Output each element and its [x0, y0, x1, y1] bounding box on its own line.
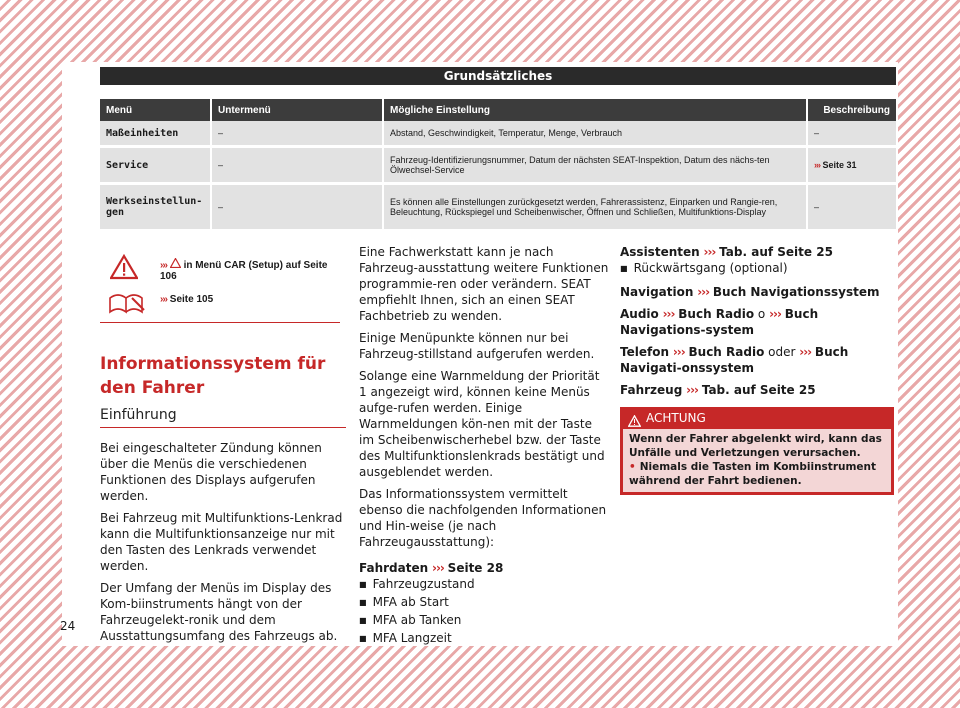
paragraph: Einige Menüpunkte können nur bei Fahrzeug-stillstand aufgerufen werden.	[359, 331, 595, 361]
cell-description: –	[807, 121, 896, 147]
cell-submenu: –	[211, 147, 383, 184]
cell-submenu: –	[211, 121, 383, 147]
cell-description[interactable]	[807, 147, 896, 184]
assistenten-list	[620, 260, 890, 278]
text-column-3	[620, 244, 890, 404]
paragraph: Eine Fachwerkstatt kann je nach Fahrzeug-ausstattung weitere Funktionen programmie-ren oder verändern. SEAT empfiehlt Ihnen, sich an einen SEAT Fachbetrieb zu wenden.	[359, 245, 609, 323]
warning-bullet-item: • Niemals die Tasten im Kombiinstrument während der Fahrt bedienen.	[629, 461, 877, 487]
cell-setting: Fahrzeug-Identifizierungsnummer, Datum der nächsten SEAT-Inspektion, Datum des nächs-ten Ölwechsel-Service	[383, 147, 807, 184]
fahrdaten-list	[359, 576, 609, 648]
list-item: ■ MFA ab Start	[359, 594, 609, 612]
list-item: ■ MFA Langzeit	[359, 630, 609, 648]
paragraph: Bei Fahrzeug mit Multifunktions-Lenkrad kann die Multifunktionsanzeige nur mit den Tasten des Lenkrads verwendet werden.	[100, 511, 343, 573]
col-header-description: Beschreibung	[807, 99, 896, 121]
cell-menu: Maßeinheiten	[100, 121, 211, 147]
col-header-setting: Mögliche Einstellung	[383, 99, 807, 121]
reference-box	[100, 250, 340, 323]
section-title: Informationssystem für den Fahrer	[100, 354, 326, 398]
col-header-menu: Menü	[100, 99, 211, 121]
subtitle-divider	[100, 427, 346, 428]
warning-header: ACHTUNG	[620, 407, 894, 429]
telefon-line[interactable]: Telefon ››› Buch Radio oder ››› Buch Navigati-onssystem	[620, 345, 849, 375]
section-subtitle: Einführung	[100, 407, 177, 423]
cell-menu: Werkseinstellun-gen	[100, 184, 211, 231]
cell-submenu: –	[211, 184, 383, 231]
book-wrench-icon	[108, 292, 148, 319]
reference-line-2[interactable]: ››› Seite 105	[160, 294, 214, 305]
warning-small-icon	[170, 260, 181, 271]
col-header-submenu: Untermenü	[211, 99, 383, 121]
table-header-row	[100, 99, 896, 121]
paragraph: Bei eingeschalteter Zündung können über die Menüs die verschiedenen Funktionen des Displays aufgerufen werden.	[100, 441, 322, 503]
warning-text: Wenn der Fahrer abgelenkt wird, kann das Unfälle und Verletzungen verursachen.	[629, 433, 882, 459]
manual-page	[62, 62, 898, 646]
list-item: ■ Fahrzeugzustand	[359, 576, 609, 594]
cell-description: –	[807, 184, 896, 231]
paragraph: Das Informationssystem vermittelt ebenso die nachfolgenden Informationen und Hin-weise (je nach Fahrzeugausstattung):	[359, 487, 607, 549]
audio-line[interactable]: Audio ››› Buch Radio o ››› Buch Navigations-system	[620, 307, 819, 337]
text-column-1	[100, 440, 352, 650]
warning-triangle-icon	[110, 254, 138, 283]
cell-setting: Abstand, Geschwindigkeit, Temperatur, Menge, Verbrauch	[383, 121, 807, 147]
cell-menu: Service	[100, 147, 211, 184]
text-column-2	[359, 244, 609, 654]
navigation-line[interactable]: Navigation ››› Buch Navigationssystem	[620, 285, 880, 299]
fahrdaten-line[interactable]: Fahrdaten ››› Seite 28	[359, 561, 504, 575]
page-link[interactable]: Seite 31	[822, 160, 857, 170]
table-row	[100, 184, 896, 231]
reference-line-1[interactable]: ››› in Menü CAR (Setup) auf Seite 106	[160, 260, 328, 282]
warning-body	[623, 429, 891, 492]
list-item: ■ MFA ab Tanken	[359, 612, 609, 630]
fahrzeug-line[interactable]: Fahrzeug ››› Tab. auf Seite 25	[620, 383, 816, 397]
table-row	[100, 121, 896, 147]
list-item: ■ Rückwärtsgang (optional)	[620, 260, 890, 278]
cell-setting: Es können alle Einstellungen zurückgesetzt werden, Fahrerassistenz, Einparken und Rangie-ren, Beleuchtung, Rückspiegel und Scheibenwischer, Öffnen und Schließen, Multifunktions-Display	[383, 184, 807, 231]
link-arrow: ›››	[814, 160, 820, 170]
page-number: 24	[60, 619, 76, 633]
warning-box	[620, 407, 894, 495]
chapter-header: Grundsätzliches	[100, 67, 896, 85]
table-row	[100, 147, 896, 184]
assistenten-line[interactable]: Assistenten ››› Tab. auf Seite 25	[620, 245, 833, 259]
paragraph: Der Umfang der Menüs im Display des Kom-biinstruments hängt von der Fahrzeugelekt-ronik und dem Ausstattungsumfang des Fahrzeugs ab.	[100, 581, 338, 643]
settings-table	[100, 99, 896, 232]
paragraph: Solange eine Warnmeldung der Priorität 1 angezeigt wird, können keine Menüs aufge-rufen werden. Einige Warnmeldungen kön-nen mit der Taste im Scheibenwischerhebel bzw. der Taste des Multifunktionslenkrads bestätigt und ausgeblendet werden.	[359, 369, 605, 479]
